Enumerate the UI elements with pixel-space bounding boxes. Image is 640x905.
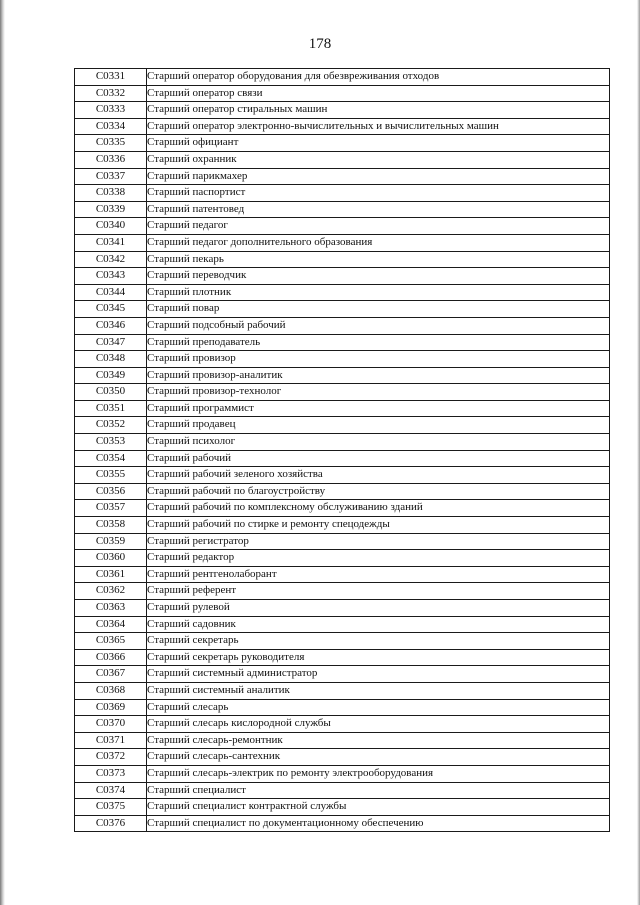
- table-row: [75, 600, 610, 617]
- row-title: Старший секретарь: [147, 633, 610, 650]
- row-title: Старший слесарь: [147, 699, 610, 716]
- table-row: [75, 301, 610, 318]
- row-title: Старший редактор: [147, 550, 610, 567]
- row-code: С0374: [75, 782, 147, 799]
- table-row: [75, 550, 610, 567]
- row-title: Старший оператор оборудования для обезвреживания отходов: [147, 69, 610, 86]
- row-code: С0352: [75, 417, 147, 434]
- row-code: С0349: [75, 367, 147, 384]
- table-row: [75, 334, 610, 351]
- table-row: [75, 749, 610, 766]
- row-code: С0346: [75, 317, 147, 334]
- row-code: С0341: [75, 234, 147, 251]
- row-title: Старший парикмахер: [147, 168, 610, 185]
- row-code: С0344: [75, 284, 147, 301]
- table-row: [75, 400, 610, 417]
- row-code: С0334: [75, 118, 147, 135]
- row-title: Старший садовник: [147, 616, 610, 633]
- row-title: Старший системный администратор: [147, 666, 610, 683]
- table-row: [75, 168, 610, 185]
- row-title: Старший преподаватель: [147, 334, 610, 351]
- table-row: [75, 118, 610, 135]
- table-row: [75, 716, 610, 733]
- table-row: [75, 583, 610, 600]
- row-title: Старший рабочий по комплексному обслуживанию зданий: [147, 500, 610, 517]
- row-title: Старший оператор электронно-вычислительных и вычислительных машин: [147, 118, 610, 135]
- table-row: [75, 268, 610, 285]
- table-row: [75, 151, 610, 168]
- row-title: Старший психолог: [147, 434, 610, 451]
- row-code: С0376: [75, 815, 147, 832]
- table-row: [75, 317, 610, 334]
- row-code: С0331: [75, 69, 147, 86]
- row-code: С0355: [75, 467, 147, 484]
- row-title: Старший секретарь руководителя: [147, 649, 610, 666]
- row-code: С0362: [75, 583, 147, 600]
- row-code: С0366: [75, 649, 147, 666]
- row-code: С0359: [75, 533, 147, 550]
- row-code: С0340: [75, 218, 147, 235]
- row-title: Старший паспортист: [147, 185, 610, 202]
- row-title: Старший провизор: [147, 351, 610, 368]
- row-code: С0342: [75, 251, 147, 268]
- row-title: Старший программист: [147, 400, 610, 417]
- occupation-codes-table: [74, 68, 610, 832]
- row-title: Старший слесарь-ремонтник: [147, 732, 610, 749]
- table-row: [75, 467, 610, 484]
- row-code: С0353: [75, 434, 147, 451]
- table-row: [75, 500, 610, 517]
- row-title: Старший патентовед: [147, 201, 610, 218]
- row-code: С0370: [75, 716, 147, 733]
- scan-edge-left: [0, 0, 5, 905]
- table-row: [75, 351, 610, 368]
- table-row: [75, 102, 610, 119]
- row-code: С0365: [75, 633, 147, 650]
- row-code: С0335: [75, 135, 147, 152]
- row-title: Старший педагог: [147, 218, 610, 235]
- row-title: Старший рабочий: [147, 450, 610, 467]
- row-code: С0336: [75, 151, 147, 168]
- row-code: С0345: [75, 301, 147, 318]
- row-title: Старший специалист: [147, 782, 610, 799]
- row-code: С0348: [75, 351, 147, 368]
- row-title: Старший рабочий зеленого хозяйства: [147, 467, 610, 484]
- table-row: [75, 284, 610, 301]
- row-title: Старший подсобный рабочий: [147, 317, 610, 334]
- row-title: Старший охранник: [147, 151, 610, 168]
- row-code: С0371: [75, 732, 147, 749]
- row-title: Старший провизор-технолог: [147, 384, 610, 401]
- table-row: [75, 682, 610, 699]
- row-title: Старший референт: [147, 583, 610, 600]
- table-row: [75, 201, 610, 218]
- row-code: С0360: [75, 550, 147, 567]
- row-title: Старший пекарь: [147, 251, 610, 268]
- row-title: Старший переводчик: [147, 268, 610, 285]
- row-code: С0350: [75, 384, 147, 401]
- table-row: [75, 234, 610, 251]
- table-row: [75, 633, 610, 650]
- row-code: С0354: [75, 450, 147, 467]
- table-row: [75, 417, 610, 434]
- row-code: С0343: [75, 268, 147, 285]
- table-row: [75, 799, 610, 816]
- row-code: С0351: [75, 400, 147, 417]
- row-code: С0363: [75, 600, 147, 617]
- row-title: Старший рулевой: [147, 600, 610, 617]
- row-code: С0332: [75, 85, 147, 102]
- row-title: Старший рабочий по стирке и ремонту спецодежды: [147, 517, 610, 534]
- row-title: Старший слесарь кислородной службы: [147, 716, 610, 733]
- table-row: [75, 135, 610, 152]
- row-code: С0373: [75, 765, 147, 782]
- table-row: [75, 218, 610, 235]
- table-row: [75, 732, 610, 749]
- table-row: [75, 533, 610, 550]
- row-title: Старший регистратор: [147, 533, 610, 550]
- row-code: С0367: [75, 666, 147, 683]
- table-row: [75, 384, 610, 401]
- row-title: Старший специалист контрактной службы: [147, 799, 610, 816]
- row-title: Старший официант: [147, 135, 610, 152]
- table-row: [75, 699, 610, 716]
- row-title: Старший системный аналитик: [147, 682, 610, 699]
- row-title: Старший рабочий по благоустройству: [147, 483, 610, 500]
- row-title: Старший оператор стиральных машин: [147, 102, 610, 119]
- table-row: [75, 85, 610, 102]
- table-row: [75, 367, 610, 384]
- table-row: [75, 517, 610, 534]
- table-row: [75, 251, 610, 268]
- row-code: С0358: [75, 517, 147, 534]
- row-code: С0339: [75, 201, 147, 218]
- table-row: [75, 649, 610, 666]
- table-row: [75, 765, 610, 782]
- row-title: Старший специалист по документационному обеспечению: [147, 815, 610, 832]
- row-code: С0357: [75, 500, 147, 517]
- table-row: [75, 616, 610, 633]
- row-title: Старший слесарь-электрик по ремонту электрооборудования: [147, 765, 610, 782]
- row-code: С0375: [75, 799, 147, 816]
- row-code: С0361: [75, 566, 147, 583]
- row-title: Старший плотник: [147, 284, 610, 301]
- table-row: [75, 450, 610, 467]
- row-code: С0372: [75, 749, 147, 766]
- row-code: С0356: [75, 483, 147, 500]
- row-code: С0338: [75, 185, 147, 202]
- table-row: [75, 815, 610, 832]
- table-row: [75, 566, 610, 583]
- table-row: [75, 185, 610, 202]
- table-row: [75, 483, 610, 500]
- page-number: 178: [308, 36, 332, 52]
- row-title: Старший рентгенолаборант: [147, 566, 610, 583]
- row-title: Старший повар: [147, 301, 610, 318]
- row-title: Старший оператор связи: [147, 85, 610, 102]
- table-row: [75, 69, 610, 86]
- row-code: С0347: [75, 334, 147, 351]
- table-body: [75, 69, 610, 832]
- table-row: [75, 666, 610, 683]
- row-code: С0337: [75, 168, 147, 185]
- row-code: С0364: [75, 616, 147, 633]
- table-row: [75, 434, 610, 451]
- row-title: Старший провизор-аналитик: [147, 367, 610, 384]
- row-code: С0369: [75, 699, 147, 716]
- row-title: Старший продавец: [147, 417, 610, 434]
- row-title: Старший педагог дополнительного образования: [147, 234, 610, 251]
- table-row: [75, 782, 610, 799]
- row-title: Старший слесарь-сантехник: [147, 749, 610, 766]
- row-code: С0368: [75, 682, 147, 699]
- row-code: С0333: [75, 102, 147, 119]
